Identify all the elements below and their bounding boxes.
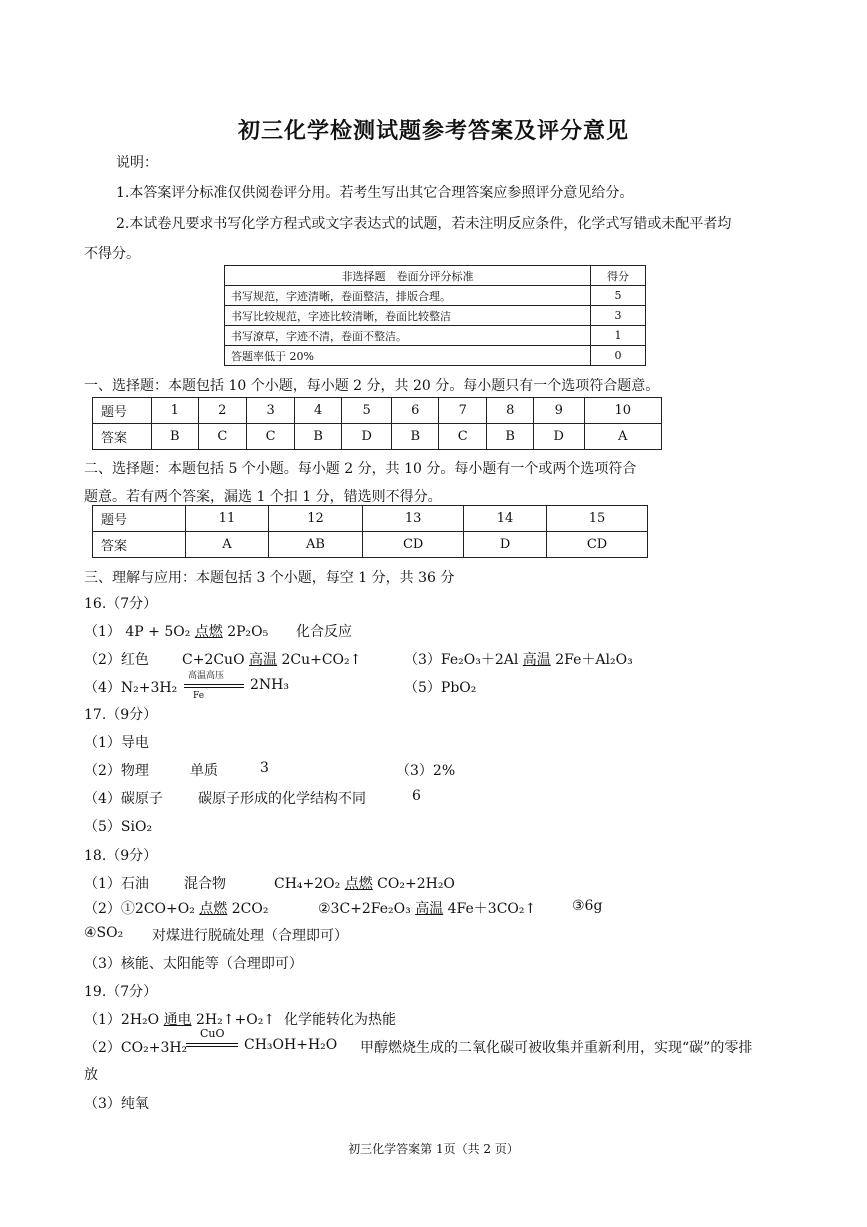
q16-eq1-products: 2P₂O₅ — [222, 624, 269, 640]
score-row-criteria: 书写规范，字迹清晰，卷面整洁，排版合理。 — [225, 286, 591, 306]
q19-eq2-reactants: （2）CO₂+3H₂ — [84, 1040, 188, 1056]
q19-answer-3: （3）纯氧 — [84, 1096, 149, 1112]
q16-reaction-type: 化合反应 — [296, 624, 352, 640]
question-number: 14 — [464, 506, 547, 532]
note-1: 1.本答案评分标准仅供阅卷评分用。若考生写出其它合理答案应参照评分意见给分。 — [116, 185, 634, 201]
question-number: 15 — [547, 506, 648, 532]
q19-title: 19.（7分） — [84, 984, 158, 1000]
answer-cell: D — [464, 532, 547, 558]
q19-answer-2c: 放 — [84, 1067, 98, 1083]
notes-label: 说明： — [116, 155, 158, 171]
q18-answer-1b: 混合物 — [184, 876, 226, 892]
q19-answer-2b: 甲醇燃烧生成的二氧化碳可被收集并重新利用，实现“碳”的零排 — [360, 1040, 753, 1056]
question-number: 13 — [363, 506, 464, 532]
q17-title: 17.（9分） — [84, 707, 158, 723]
question-number: 11 — [186, 506, 269, 532]
answer-cell: B — [487, 424, 534, 450]
q18-eq2-condition: 点燃 — [199, 901, 228, 917]
q18-answer-1a: （1）石油 — [84, 876, 149, 892]
score-header-points: 得分 — [591, 266, 646, 286]
section2-heading-cont: 题意。若有两个答案，漏选 1 个扣 1 分，错选则不得分。 — [84, 489, 442, 505]
q16-eq4-condition-top: 高温高压 — [188, 671, 225, 681]
q19-eq1-reactants: （1）2H₂O — [84, 1012, 164, 1028]
q16-eq2-products: 2Cu+CO₂↑ — [277, 652, 362, 668]
q18-answer-2d: ④SO₂ — [84, 925, 124, 941]
question-number: 4 — [295, 398, 342, 424]
q16-eq1-reactants: （1） 4P + 5O₂ — [84, 624, 195, 640]
score-row-points: 1 — [591, 326, 646, 346]
section1-answer-table — [92, 397, 662, 450]
q18-title: 18.（9分） — [84, 848, 158, 864]
q19-answer-1b: 化学能转化为热能 — [284, 1012, 396, 1028]
q16-answer-2: （2）红色 — [84, 652, 149, 668]
q17-answer-3: （3）2% — [396, 763, 456, 779]
q17-answer-1: （1）导电 — [84, 735, 149, 751]
score-header-criteria: 非选择题 卷面分评分标准 — [225, 266, 591, 286]
q16-eq4-arrow-line-2 — [184, 687, 244, 688]
q19-eq2-arrow-line-2 — [186, 1046, 238, 1047]
answer-cell: CD — [363, 532, 464, 558]
answer-cell: D — [341, 424, 391, 450]
section2-answer-table — [92, 505, 648, 558]
q16-eq2 — [182, 649, 361, 669]
score-row-points: 0 — [591, 346, 646, 366]
row-label-number: 题号 — [93, 506, 186, 532]
q19-eq1-products: 2H₂↑+O₂↑ — [191, 1012, 276, 1028]
q18-eq1 — [274, 873, 455, 893]
q16-eq4-reactants: （4）N₂+3H₂ — [84, 680, 178, 696]
q16-answer-5: （5）PbO₂ — [404, 680, 477, 696]
q19-eq1 — [84, 1009, 275, 1029]
q16-title: 16.（7分） — [84, 596, 158, 612]
question-number: 9 — [534, 398, 584, 424]
score-row-points: 5 — [591, 286, 646, 306]
section2-heading: 二、选择题：本题包括 5 个小题。每小题 2 分，共 10 分。每小题有一个或两个选项符合 — [84, 461, 637, 477]
q18-eq2-reactants: （2）①2CO+O₂ — [84, 901, 200, 917]
answer-cell: B — [392, 424, 439, 450]
page-footer: 初三化学答案第 1页（共 2 页） — [348, 1142, 519, 1156]
q18-answer-2c: ③6g — [572, 898, 603, 914]
answer-cell: B — [152, 424, 199, 450]
score-table — [224, 265, 646, 366]
question-number: 12 — [268, 506, 362, 532]
q18-eq3-reactants: ②3C+2Fe₂O₃ — [318, 901, 416, 917]
question-number: 5 — [341, 398, 391, 424]
q18-eq3-condition: 高温 — [415, 901, 444, 917]
answer-cell: A — [584, 424, 662, 450]
score-row-criteria: 书写比较规范，字迹比较清晰，卷面比较整洁 — [225, 306, 591, 326]
q16-eq3-condition: 高温 — [522, 652, 551, 668]
row-label-answer: 答案 — [93, 424, 152, 450]
question-number: 7 — [439, 398, 487, 424]
q17-answer-2c: 3 — [260, 760, 269, 776]
question-number: 10 — [584, 398, 662, 424]
question-number: 6 — [392, 398, 439, 424]
score-row-criteria: 书写潦草，字迹不清，卷面不整洁。 — [225, 326, 591, 346]
q17-answer-4c: 6 — [412, 788, 421, 804]
row-label-number: 题号 — [93, 398, 152, 424]
answer-cell: D — [534, 424, 584, 450]
q16-eq2-reactants: C+2CuO — [182, 652, 250, 668]
q19-eq2-arrow-line — [186, 1043, 238, 1044]
page-title: 初三化学检测试题参考答案及评分意见 — [237, 118, 629, 144]
q18-eq1-reactants: CH₄+2O₂ — [274, 876, 345, 892]
q16-eq4-arrow-line — [184, 684, 244, 685]
q17-answer-2a: （2）物理 — [84, 763, 149, 779]
section1-heading: 一、选择题：本题包括 10 个小题，每小题 2 分，共 20 分。每小题只有一个选项符合题意。 — [84, 378, 660, 394]
question-number: 2 — [198, 398, 246, 424]
q16-eq4-condition-bottom: Fe — [193, 691, 205, 701]
row-label-answer: 答案 — [93, 532, 186, 558]
q16-eq3-products: 2Fe＋Al₂O₃ — [550, 652, 633, 668]
q18-eq2-products: 2CO₂ — [227, 901, 269, 917]
q16-eq3 — [404, 649, 633, 669]
q17-answer-5: （5）SiO₂ — [84, 819, 153, 835]
q16-eq3-reactants: （3）Fe₂O₃＋2Al — [404, 652, 523, 668]
answer-cell: C — [439, 424, 487, 450]
score-row-points: 3 — [591, 306, 646, 326]
q19-eq1-condition: 通电 — [163, 1012, 192, 1028]
q19-eq2-products: CH₃OH+H₂O — [244, 1037, 338, 1053]
answer-cell: A — [186, 532, 269, 558]
section3-heading: 三、理解与应用：本题包括 3 个小题，每空 1 分，共 36 分 — [84, 570, 455, 586]
q18-eq2 — [84, 898, 268, 918]
q17-answer-4a: （4）碳原子 — [84, 791, 163, 807]
q18-eq3 — [318, 898, 536, 918]
q19-eq2-condition: CuO — [200, 1027, 225, 1040]
answer-cell: C — [198, 424, 246, 450]
q16-line-1 — [84, 621, 268, 641]
q18-answer-3: （3）核能、太阳能等（合理即可） — [84, 956, 303, 972]
note-2: 2.本试卷凡要求书写化学方程式或文字表达式的试题，若未注明反应条件，化学式写错或未配平者均 — [116, 216, 732, 232]
question-number: 1 — [152, 398, 199, 424]
q18-eq1-condition: 点燃 — [344, 876, 373, 892]
q18-eq3-products: 4Fe＋3CO₂↑ — [443, 901, 537, 917]
q18-answer-2e: 对煤进行脱硫处理（合理即可） — [152, 928, 348, 944]
note-2-cont: 不得分。 — [84, 246, 140, 262]
answer-cell: B — [295, 424, 342, 450]
q17-answer-2b: 单质 — [190, 763, 218, 779]
q16-eq4-products: 2NH₃ — [250, 677, 289, 693]
question-number: 3 — [246, 398, 294, 424]
answer-cell: AB — [268, 532, 362, 558]
q16-eq1-condition: 点燃 — [194, 624, 223, 640]
q16-eq2-condition: 高温 — [249, 652, 278, 668]
q17-answer-4b: 碳原子形成的化学结构不同 — [198, 791, 366, 807]
q18-eq1-products: CO₂+2H₂O — [372, 876, 455, 892]
answer-cell: C — [246, 424, 294, 450]
answer-cell: CD — [547, 532, 648, 558]
question-number: 8 — [487, 398, 534, 424]
score-row-criteria: 答题率低于 20% — [225, 346, 591, 366]
